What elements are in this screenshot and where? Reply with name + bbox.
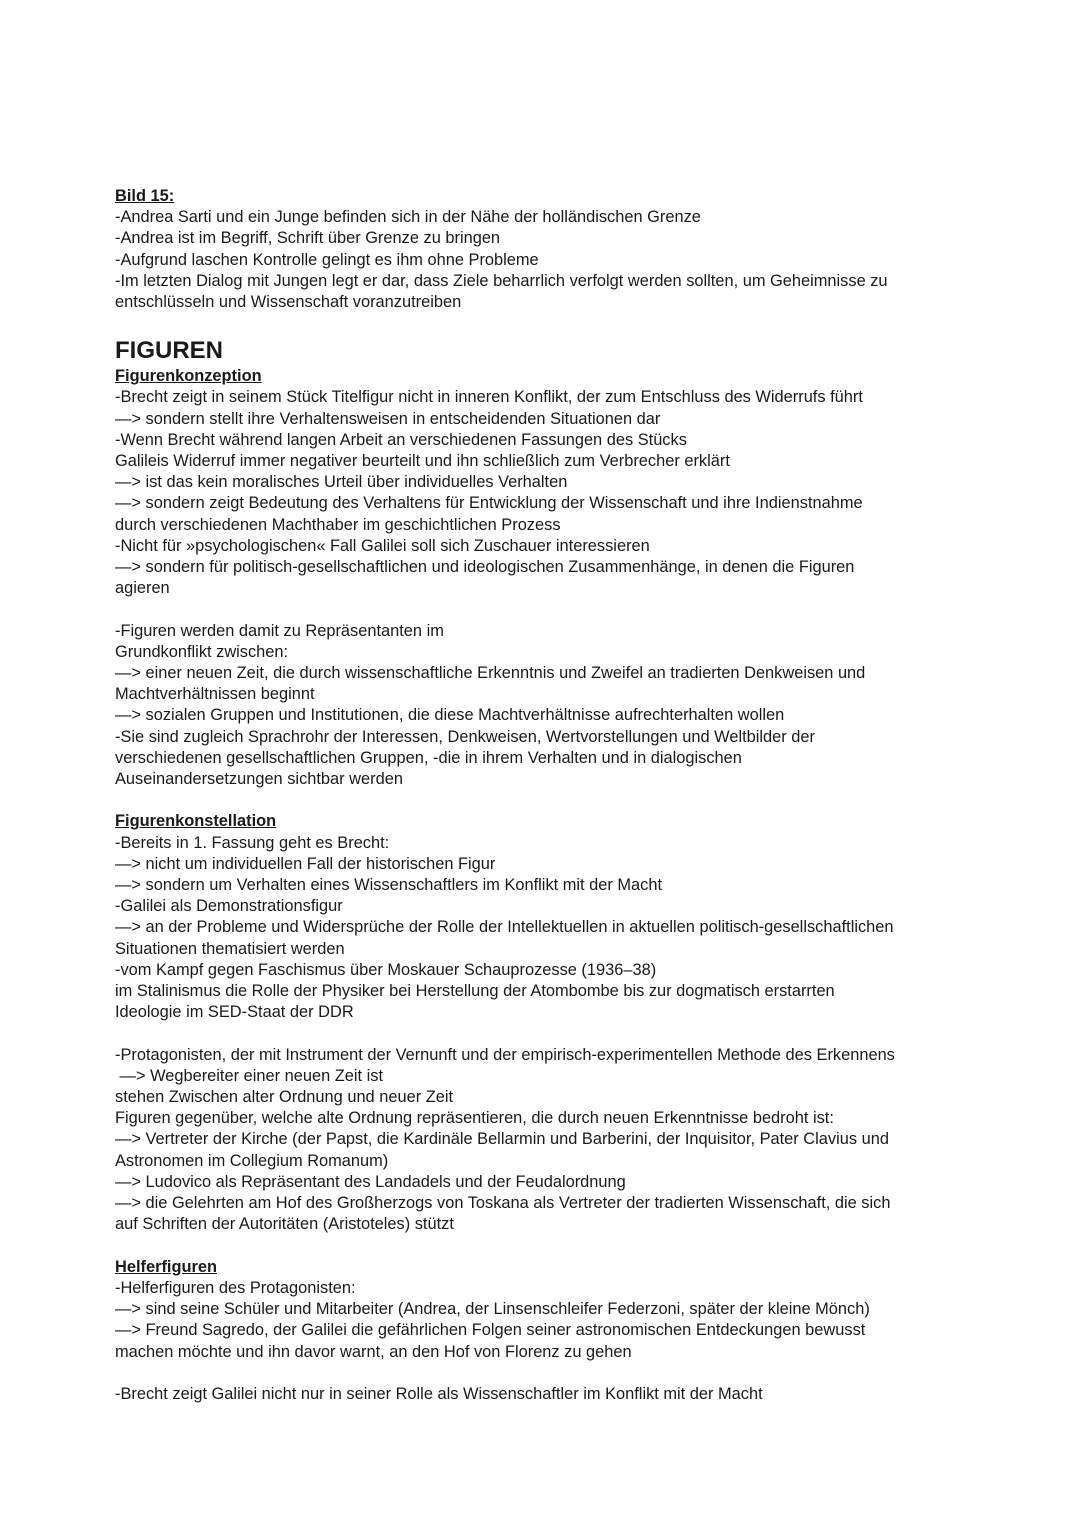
bild-15-text <box>115 207 1015 313</box>
paragraph-gap <box>115 790 1015 811</box>
text-line: -Galilei als Demonstrationsfigur <box>115 897 343 916</box>
text-line: -vom Kampf gegen Faschismus über Moskauer Schauprozesse (1936–38) <box>115 960 657 979</box>
text-line: —> sozialen Gruppen und Institutionen, die diese Machtverhältnisse aufrechterhalten wollen <box>115 706 785 725</box>
text-line: -Helferfiguren des Protagonisten: <box>115 1278 356 1297</box>
text-line: —> Freund Sagredo, der Galilei die gefährlichen Folgen seiner astronomischen Entdeckungen bewusst <box>115 1321 866 1340</box>
text-line: -Figuren werden damit zu Repräsentanten im <box>115 621 444 640</box>
figurenkonstellation-text-2 <box>115 1045 1015 1236</box>
text-line: -Protagonisten, der mit Instrument der Vernunft und der empirisch-experimentellen Methode des Erkennens <box>115 1045 895 1064</box>
text-line: Galileis Widerruf immer negativer beurteilt und ihn schließlich zum Verbrecher erklärt <box>115 452 730 471</box>
text-line: -Brecht zeigt in seinem Stück Titelfigur nicht in inneren Konflikt, der zum Entschluss des Widerrufs führt <box>115 388 863 407</box>
text-line: durch verschiedenen Machthaber im geschichtlichen Prozess <box>115 515 561 534</box>
paragraph-gap <box>115 1023 1015 1044</box>
text-line: -Andrea Sarti und ein Junge befinden sich in der Nähe der holländischen Grenze <box>115 208 701 227</box>
text-line: —> die Gelehrten am Hof des Großherzogs von Toskana als Vertreter der tradierten Wissenschaft, die sich <box>115 1194 891 1213</box>
document-page <box>115 186 1015 1405</box>
text-line: —> sondern stellt ihre Verhaltensweisen in entscheidenden Situationen dar <box>115 409 661 428</box>
text-line: verschiedenen gesellschaftlichen Gruppen, -die in ihrem Verhalten und in dialogischen <box>115 748 742 767</box>
text-line: machen möchte und ihn davor warnt, an den Hof von Florenz zu gehen <box>115 1342 632 1361</box>
text-line: -Wenn Brecht während langen Arbeit an verschiedenen Fassungen des Stücks <box>115 430 687 449</box>
text-line: Grundkonflikt zwischen: <box>115 642 289 661</box>
text-line: Astronomen im Collegium Romanum) <box>115 1151 389 1170</box>
paragraph-gap <box>115 1236 1015 1257</box>
text-line: auf Schriften der Autoritäten (Aristoteles) stützt <box>115 1215 454 1234</box>
text-line: im Stalinismus die Rolle der Physiker bei Herstellung der Atombombe bis zur dogmatisch erstarrten <box>115 982 835 1001</box>
text-line: Figuren gegenüber, welche alte Ordnung repräsentieren, die durch neuen Erkenntnisse bedroht ist: <box>115 1109 834 1128</box>
text-line: Auseinandersetzungen sichtbar werden <box>115 770 403 789</box>
text-line: stehen Zwischen alter Ordnung und neuer Zeit <box>115 1088 454 1107</box>
helferfiguren-text <box>115 1278 1015 1363</box>
text-line: -Aufgrund laschen Kontrolle gelingt es ihm ohne Probleme <box>115 250 539 269</box>
section-heading-bild-15: Bild 15: <box>115 187 175 205</box>
paragraph-gap <box>115 1363 1015 1384</box>
text-line: -Im letzten Dialog mit Jungen legt er dar, dass Ziele beharrlich verfolgt werden sollten, um Geheimnisse zu <box>115 271 888 290</box>
text-line: —> einer neuen Zeit, die durch wissenschaftliche Erkenntnis und Zweifel an tradierten Denkweisen und <box>115 664 866 683</box>
text-line: -Bereits in 1. Fassung geht es Brecht: <box>115 833 390 852</box>
text-line: agieren <box>115 579 170 598</box>
figurenkonzeption-text <box>115 387 1015 599</box>
figurenkonzeption-text-2 <box>115 621 1015 791</box>
text-line: entschlüsseln und Wissenschaft voranzutreiben <box>115 293 462 312</box>
text-line: -Sie sind zugleich Sprachrohr der Interessen, Denkweisen, Wertvorstellungen und Weltbilder der <box>115 727 815 746</box>
text-line: —> nicht um individuellen Fall der historischen Figur <box>115 854 496 873</box>
text-line: —> Wegbereiter einer neuen Zeit ist <box>115 1066 384 1085</box>
text-line: —> sondern für politisch-gesellschaftlichen und ideologischen Zusammenhänge, in denen die Figuren <box>115 558 855 577</box>
text-line: —> sondern um Verhalten eines Wissenschaftlers im Konflikt mit der Macht <box>115 876 663 895</box>
chapter-title-figuren: FIGUREN <box>115 337 223 365</box>
helferfiguren-text-2 <box>115 1384 1015 1405</box>
text-line: —> ist das kein moralisches Urteil über individuelles Verhalten <box>115 473 568 492</box>
text-line: Machtverhältnissen beginnt <box>115 685 315 704</box>
text-line: -Nicht für »psychologischen« Fall Galilei soll sich Zuschauer interessieren <box>115 536 650 555</box>
text-line: Ideologie im SED-Staat der DDR <box>115 1003 354 1022</box>
text-line: —> Ludovico als Repräsentant des Landadels und der Feudalordnung <box>115 1172 626 1191</box>
text-line: -Brecht zeigt Galilei nicht nur in seiner Rolle als Wissenschaftler im Konflikt mit der Macht <box>115 1384 763 1403</box>
text-line: —> sondern zeigt Bedeutung des Verhaltens für Entwicklung der Wissenschaft und ihre Indienstnahme <box>115 494 863 513</box>
section-heading-helferfiguren: Helferfiguren <box>115 1257 218 1276</box>
section-heading-figurenkonzeption: Figurenkonzeption <box>115 367 262 386</box>
section-heading-figurenkonstellation: Figurenkonstellation <box>115 812 277 831</box>
paragraph-gap <box>115 599 1015 620</box>
text-line: Situationen thematisiert werden <box>115 939 345 958</box>
text-line: —> sind seine Schüler und Mitarbeiter (Andrea, der Linsenschleifer Federzoni, später der kleine Mönch) <box>115 1300 870 1319</box>
figurenkonstellation-text <box>115 833 1015 1024</box>
text-line: —> Vertreter der Kirche (der Papst, die Kardinäle Bellarmin und Barberini, der Inquisitor, Pater Clavius und <box>115 1130 889 1149</box>
text-line: -Andrea ist im Begriff, Schrift über Grenze zu bringen <box>115 229 501 248</box>
text-line: —> an der Probleme und Widersprüche der Rolle der Intellektuellen in aktuellen politisch-gesellschaftlichen <box>115 918 894 937</box>
